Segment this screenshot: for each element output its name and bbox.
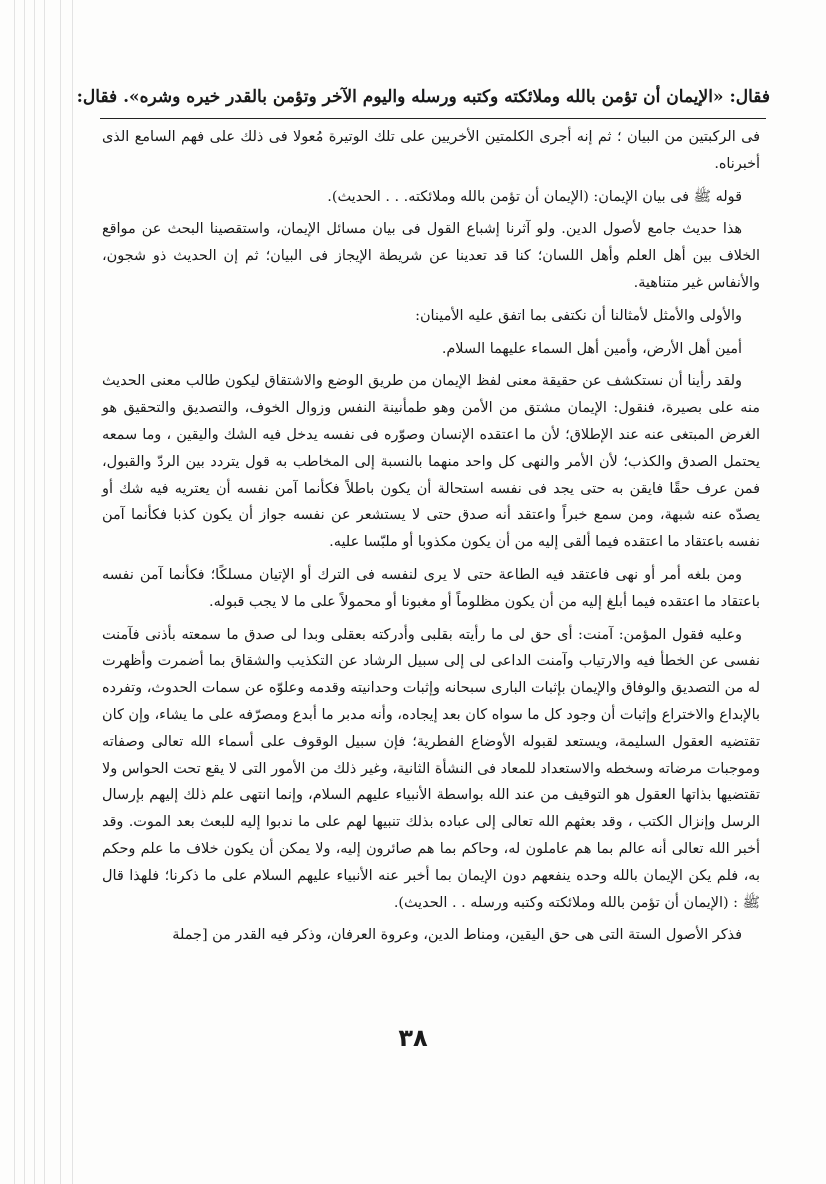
paragraph: والأولى والأمثل لأمثالنا أن نكتفى بما اتفق عليه الأمينان: [415,307,742,324]
body-text [102,124,760,955]
scan-artifact-line [72,0,73,1184]
header-rule [100,118,766,119]
paragraph: فى الركبتين من البيان ؛ ثم إنه أجرى الكلمتين الأخريين على تلك الوتيرة مُعولا فى ذلك على فهم السامع الذى أخبرناه. [102,129,760,172]
running-header: فقال: «الإيمان أن تؤمن بالله وملائكته وكتبه ورسله واليوم الآخر وتؤمن بالقدر خيره وشره». فقال: [76,87,770,107]
paragraph: ولقد رأينا أن نستكشف عن حقيقة معنى لفظ الإيمان من طريق الوضع والاشتقاق ليكون طالب معنى الحديث منه على بصيرة، فنقول: الإيمان مشتق من الأمن وهو طمأنينة النفس وزوال الخوف، والتصديق والتحقيق هو الغرض المبتغى عنه عند الإطلاق؛ لأن ما اعتقده الإنسان وصوّره فى نفسه يدخل فيه الشك واليقين ، وما سمعه يحتمل الصدق والكذب؛ لأن الأمر والنهى كل واحد منهما بالنسبة إلى المخاطب به قول يتردد بين الردّ والقبول، فمن عرف حقًا فايقن به حتى يجد فى نفسه استحالة أن يكون باطلاً فكأنما آمن نفسه أن يعتريه فيه شك أو يصدّه عنه شبهة، ومن سمع خبراً واعتقد أنه صدق حتى لا يستشعر عن نفسه جواز أن يكون كذبا فكأنما آمن نفسه باعتقاد ما اعتقده فيما ألقى إليه من أن يكون مكذوبا أو ملبّسا عليه. [102,373,760,551]
paragraph: ومن بلغه أمر أو نهى فاعتقد فيه الطاعة حتى لا يرى لنفسه فى الترك أو الإتيان مسلكًا؛ فكأنما آمن نفسه باعتقاد ما اعتقده فيما أبلغ إليه من أن يكون مظلوماً أو مغبونا أو محمولاً على ما لا يجب قبوله. [102,566,760,610]
page-number: ٣٨ [398,1024,428,1052]
scan-artifact-line [14,0,15,1184]
scan-artifact-line [24,0,25,1184]
scan-artifact-line [34,0,35,1184]
paragraph: هذا حديث جامع لأصول الدين. ولو آثرنا إشباع القول فى بيان مسائل الإيمان، واستقصينا البحث عن مواقع الخلاف بين أهل العلم وأهل اللسان؛ كنا قد تعدينا عن شريطة الإيجاز فى البيان؛ ثم إن الحديث ذو شجون، والأنفاس غير متناهية. [102,221,760,291]
scan-artifact-line [44,0,45,1184]
paragraph: قوله ﷺ فى بيان الإيمان: (الإيمان أن تؤمن بالله وملائكته. . . الحديث). [327,188,742,205]
paragraph: فذكر الأصول الستة التى هى حق اليقين، ومناط الدين، وعروة العرفان، وذكر فيه القدر من [جملة [172,927,742,944]
paragraph: وعليه فقول المؤمن: آمنت: أى حق لى ما رأيته بقلبى وأدركته بعقلى وبدا لى صدق ما سمعته بأذنى فآمنت نفسى عن الخطأ فيه والارتياب وآمنت الداعى لى إلى سبيل الرشاد عن التكذيب والشقاق بما أضمرت وأظهرت له من التصديق والوفاق والإيمان بإثبات البارى سبحانه وإثبات وحدانيته وقدمه وعلوّه عن سمات الحدوث، وتفرده بالإبداع والاختراع وإثبات أن وجود كل ما سواه كان بعد إيجاده، وأنه مدبر ما أبدع ومصرّفه على ما يشاء، وإن كان تقتضيه العقول السليمة، ويستعد لقبوله الأوضاع الفطرية؛ فإن سبيل الوقوف على أسماء الله تعالى وصفاته وموجبات مرضاته وسخطه والاستعداد للمعاد فى النشأة الثانية، وغير ذلك من الأمور التى لا يقع تحت الحواس ولا تقتضيها بذاتها العقول هو التوقيف من عند الله بواسطة الأنبياء عليهم السلام، وإنما انتهى علم ذلك إليهم بإرسال الرسل وإنزال الكتب ، وقد بعثهم الله تعالى إلى عباده بذلك تنبيها لهم على ما ندبوا إليه للبعث بعد الموت. وقد أخبر الله تعالى أنه عالم بما هم عاملون له، وحاكم بما هم صائرون إليه، ولا يمكن أن يكون خلاف ما علم وحكم به، فلم يكن الإيمان بالله وحده ينفعهم دون الإيمان بما أخبر عنه الأنبياء عليهم السلام على ما ذكرنا؛ فلهذا قال ﷺ : (الإيمان أن تؤمن بالله وملائكته وكتبه ورسله . . الحديث). [102,626,760,911]
scan-artifact-line [60,0,61,1184]
paragraph: أمين أهل الأرض، وأمين أهل السماء عليهما السلام. [441,340,742,357]
